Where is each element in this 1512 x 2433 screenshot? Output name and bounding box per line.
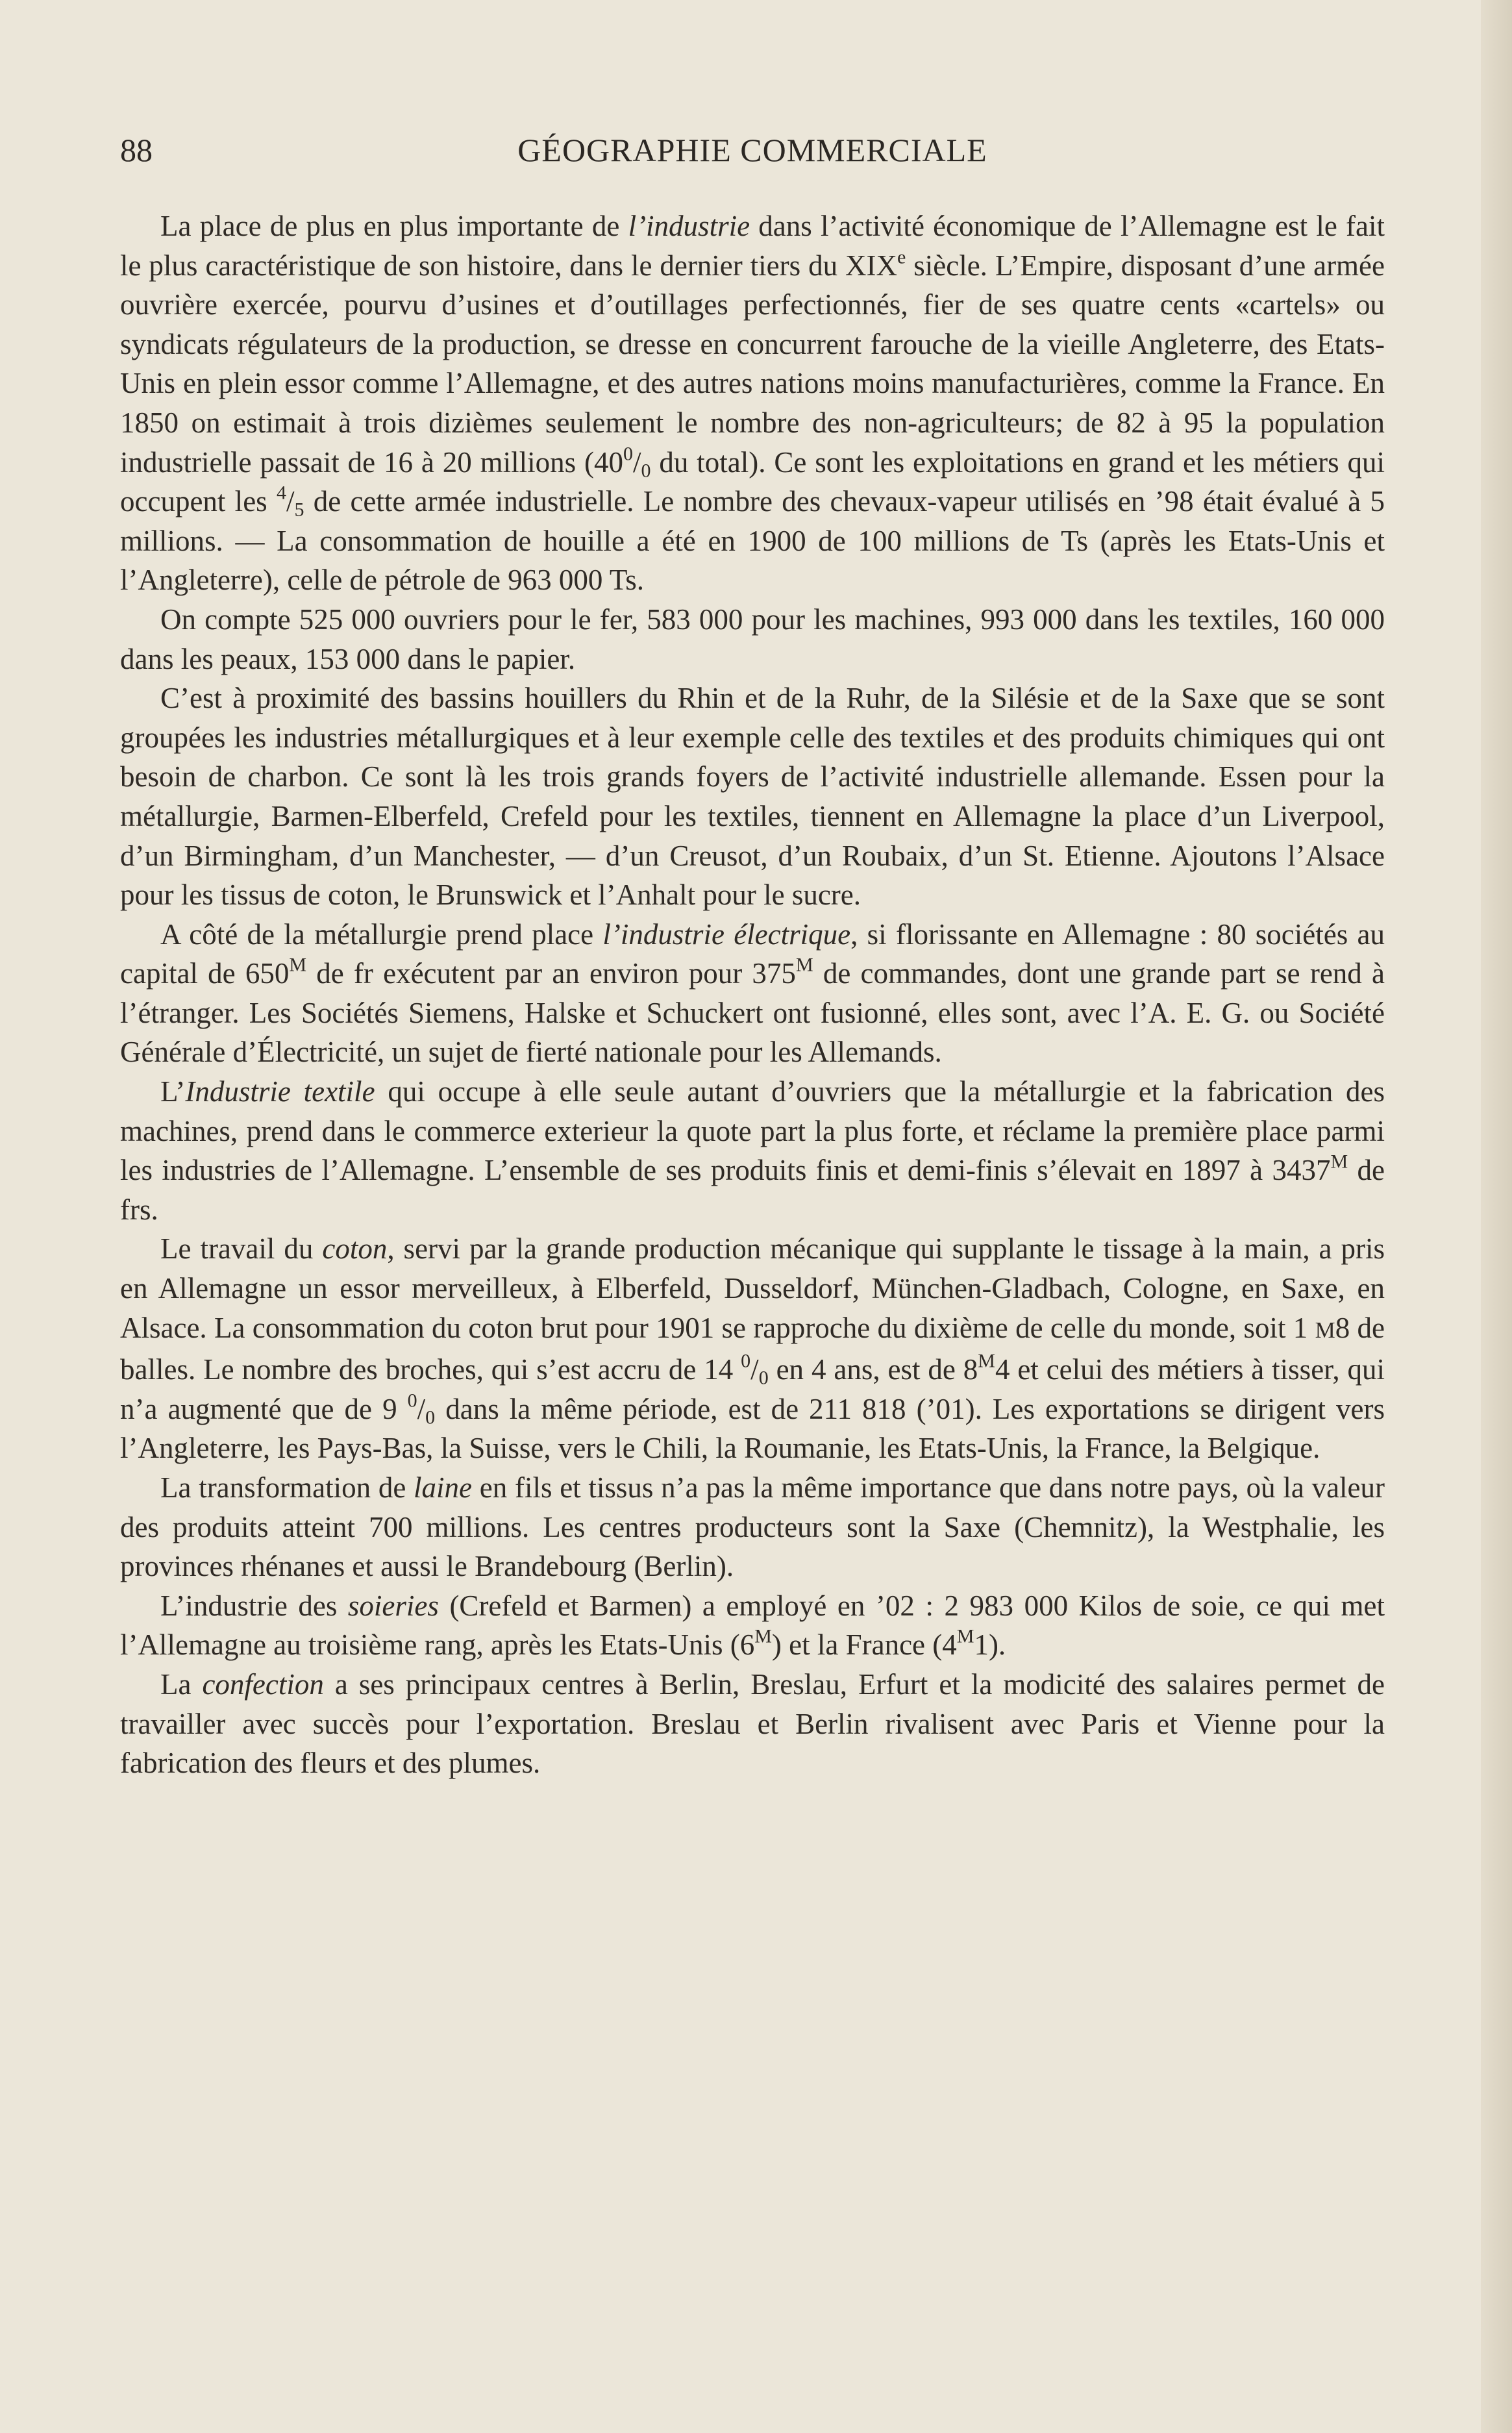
text-run: (Crefeld et Barmen) a employé en ’02 : 2 983 000 Kilos de soie, ce qui met l’Allemagne au troisième rang, après les Etats-Unis (6	[120, 1589, 1385, 1662]
italic-term: Industrie textile	[185, 1075, 375, 1108]
paragraph-clothing	[120, 1665, 1385, 1783]
text-run: dans l’activité économique de l’Allemagne est le fait le plus caractéristique de son histoire, dans le dernier tiers du XIX	[120, 210, 1385, 282]
text-run: en fils et tissus n’a pas la même importance que dans notre pays, où la valeur des produits atteint 700 millions. Les centres producteurs sont la Saxe (Chemnitz), la Westphalie, les provinces rhénanes et aussi le Brandebourg (Berlin).	[120, 1471, 1385, 1583]
running-title: GÉOGRAPHIE COMMERCIALE	[517, 132, 987, 168]
text-run: de cette armée industrielle. Le nombre des chevaux-vapeur utilisés en ’98 était évalué à 5 millions. — La consommation de houille a été en 1900 de 100 millions de Ts (après les Etats-Unis et l’Angleterre), celle de pétrole de 963 000 Ts.	[120, 485, 1385, 597]
text-run: 1).	[974, 1628, 1006, 1662]
text-run: de fr exécutent par an environ pour 375	[306, 957, 796, 990]
text-run: La place de plus en plus importante de	[160, 210, 628, 242]
text-run: C’est à proximité des bassins houillers du Rhin et de la Ruhr, de la Silésie et de la Saxe que se sont groupées les industries métallurgiques et à leur exemple celle des textiles et des produits chimiques qui ont besoin de charbon. Ce sont là les trois grands foyers de l’activité industrielle allemande. Essen pour la métallurgie, Barmen-Elberfeld, Crefeld pour les textiles, tiennent en Allemagne la place d’un Liverpool, d’un Birmingham, d’un Manchester, — d’un Creusot, d’un Roubaix, d’un St. Etienne. Ajoutons l’Alsace pour les tissus de coton, le Brunswick et l’Anhalt pour le sucre.	[120, 682, 1385, 912]
paragraph-wool	[120, 1468, 1385, 1586]
italic-term: laine	[414, 1471, 473, 1504]
text-run: On compte 525 000 ouvriers pour le fer, 583 000 pour les machines, 993 000 dans les textiles, 160 000 dans les peaux, 153 000 dans le papier.	[120, 603, 1385, 675]
text-run: a ses principaux centres à Berlin, Breslau, Erfurt et la modicité des salaires permet de travailler avec succès pour l’exportation. Breslau et Berlin rivalisent avec Paris et Vienne pour la fabrication des fleurs et des plumes.	[120, 1667, 1385, 1780]
text-run: de commandes, dont une grande part se rend à l’étranger. Les Sociétés Siemens, Halske et Schuckert ont fusionné, elles sont, avec l’A. E. G. ou Société Générale d’Électricité, un sujet de fierté nationale pour les Allemands.	[120, 957, 1385, 1069]
paragraph-cotton	[120, 1229, 1385, 1468]
superscript: M	[289, 954, 307, 976]
superscript: M	[978, 1350, 995, 1372]
superscript: M	[754, 1625, 772, 1647]
italic-term: l’industrie électrique	[602, 917, 851, 951]
page-number: 88	[120, 132, 153, 168]
subscript: 0	[425, 1406, 436, 1429]
subscript: 0	[758, 1367, 769, 1389]
text-run: A côté de la métallurgie prend place	[160, 917, 603, 951]
superscript: e	[897, 246, 906, 268]
superscript: M	[956, 1625, 974, 1647]
text-run: ) et la France (4	[771, 1628, 957, 1662]
paragraph-industry-overview	[120, 206, 1385, 600]
paragraph-electric-industry	[120, 915, 1385, 1072]
text-run: qui occupe à elle seule autant d’ouvriers que la métallurgie et la fabrication des machines, prend dans le commerce exterieur la quote part la plus forte, et réclame la première place parmi les industries de l’Allemagne. L’ensemble de ses produits finis et demi-finis s’élevait en 1897 à 3437	[120, 1075, 1385, 1187]
italic-term: confection	[202, 1667, 324, 1701]
text-run: La	[160, 1667, 203, 1701]
percent-symbol	[407, 1390, 436, 1429]
text-run: 8 de balles. Le nombre des broches, qui s’est accru de 14	[120, 1311, 1385, 1386]
paragraph-textile-industry	[120, 1072, 1385, 1229]
italic-term: l’industrie	[628, 210, 750, 242]
page-header	[120, 127, 1385, 173]
text-run: en 4 ans, est de 8	[768, 1353, 978, 1386]
fraction-slash: /	[417, 1392, 426, 1425]
text-run: , si florissante en Allemagne : 80 sociétés au capital de 650	[120, 917, 1385, 990]
text-run: 4 et celui des métiers à tisser, qui n’a augmenté que de 9	[120, 1353, 1385, 1425]
fraction	[276, 482, 304, 521]
text-run: dans la même période, est de 211 818 (’01). Les exportations se dirigent vers l’Angleterre, les Pays-Bas, la Suisse, vers le Chili, la Roumanie, les Etats-Unis, la France, la Belgique.	[120, 1392, 1385, 1465]
text-run: Le travail du	[160, 1232, 323, 1266]
text-run: siècle. L’Empire, disposant d’une armée ouvrière exercée, pourvu d’usines et d’outillages perfectionnés, fier de ses quatre cents «cartels» ou syndicats régulateurs de la production, se dresse en concurrent farouche de la vieille Angleterre, des Etats-Unis en plein essor comme l’Allemagne, et des autres nations moins manufacturières, comme la France. En 1850 on estimait à trois dizièmes seulement le nombre des non-agriculteurs; de 82 à 95 la population industrielle passait de 16 à 20 millions (40	[120, 249, 1385, 479]
fraction-slash: /	[633, 445, 641, 479]
superscript: M	[1330, 1151, 1348, 1173]
fraction-slash: /	[286, 485, 295, 518]
text-run: , servi par la grande production mécanique qui supplante le tissage à la main, a pris en Allemagne un essor merveilleux, à Elberfeld, Dusseldorf, München-Gladbach, Cologne, en Saxe, en Alsace. La consommation du coton brut pour 1901 se rapproche du dixième de celle du monde, soit 1	[120, 1232, 1385, 1344]
superscript: 0	[741, 1350, 751, 1372]
percent-symbol	[623, 442, 651, 482]
paragraph-silk	[120, 1586, 1385, 1665]
text-run: La transformation de	[160, 1471, 414, 1504]
body-text	[120, 206, 1385, 1783]
denominator: 5	[294, 499, 304, 521]
page-edge-shadow	[1481, 0, 1512, 2433]
small-caps-unit: M	[1315, 1317, 1335, 1343]
percent-symbol	[741, 1350, 769, 1389]
paragraph-industrial-centers	[120, 679, 1385, 915]
text-run: L’industrie des	[160, 1589, 348, 1622]
italic-term: soieries	[347, 1589, 439, 1622]
text-run: L’	[160, 1075, 186, 1108]
paragraph-workers	[120, 600, 1385, 679]
text-run: de frs.	[120, 1154, 1385, 1226]
numerator: 4	[276, 482, 286, 504]
italic-term: coton	[322, 1232, 388, 1266]
text-run: du total). Ce sont les exploitations en grand et les métiers qui occupent les	[120, 445, 1385, 518]
superscript: 0	[623, 442, 633, 464]
subscript: 0	[641, 460, 651, 482]
superscript: 0	[407, 1390, 417, 1412]
fraction-slash: /	[750, 1353, 759, 1386]
superscript: M	[795, 954, 813, 976]
